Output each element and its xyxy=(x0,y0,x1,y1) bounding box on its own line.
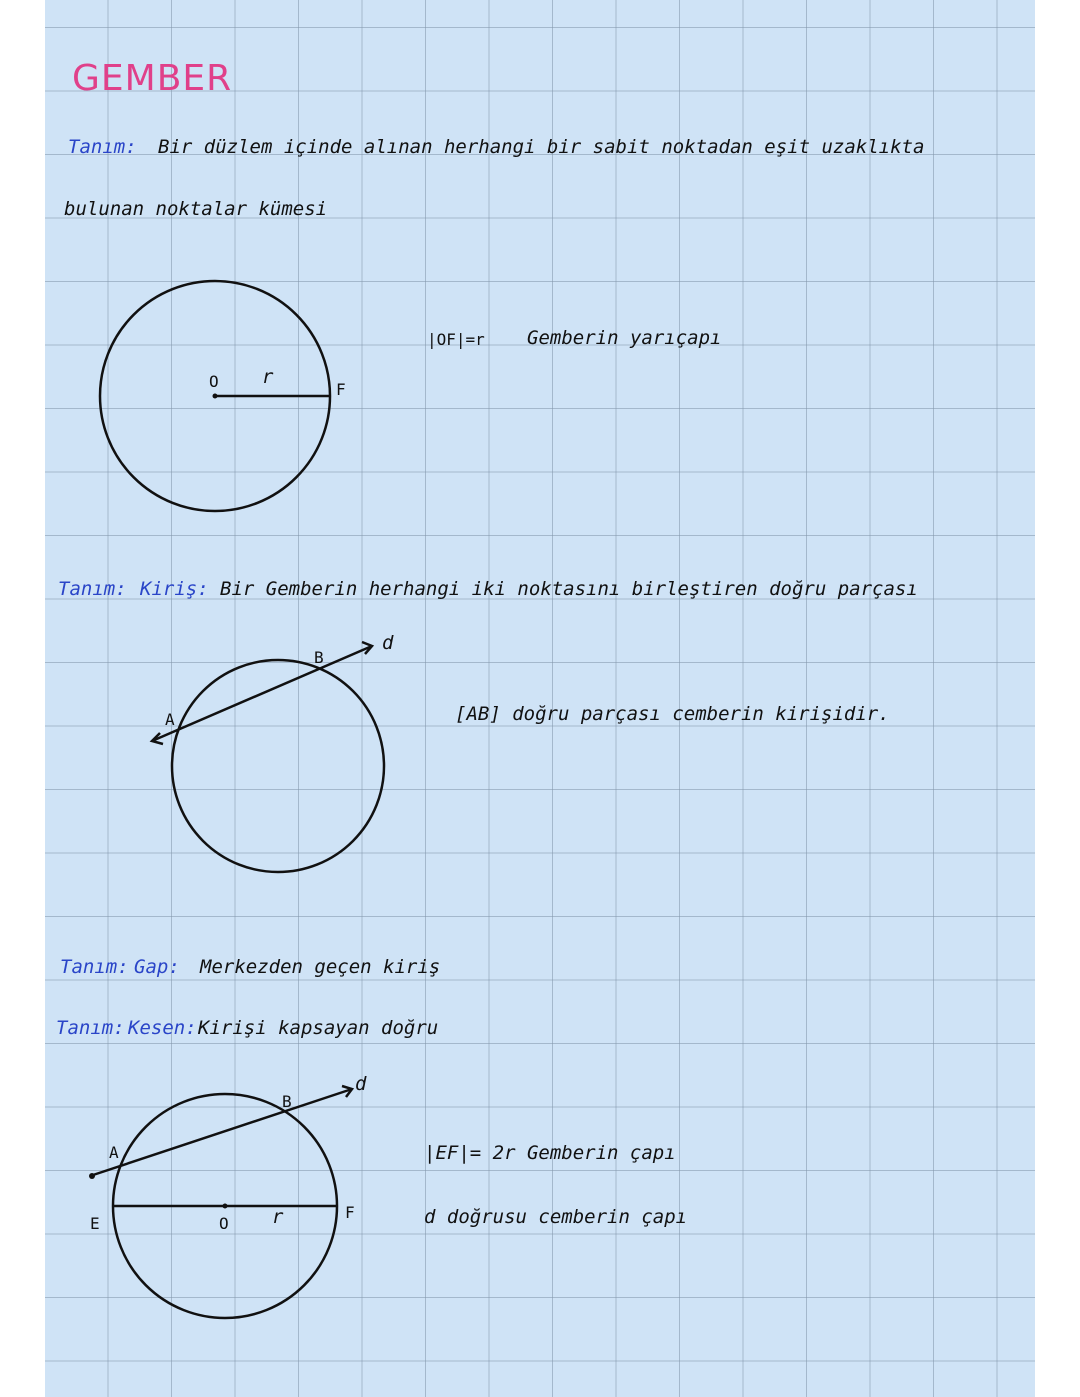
label-b-2: B xyxy=(314,648,324,667)
definition-text-line2: bulunan noktalar kümesi xyxy=(64,198,328,220)
label-e-3: E xyxy=(90,1214,100,1233)
label-r-3: r xyxy=(272,1206,284,1228)
definition-prefix-4: Tanım: xyxy=(56,1017,125,1039)
page-title: GEMBER xyxy=(72,58,233,99)
label-a-2: A xyxy=(165,710,175,729)
definition-text-line1: Bir düzlem içinde alınan herhangi bir sabit noktadan eşit uzaklıkta xyxy=(158,136,925,158)
label-f-3: F xyxy=(345,1203,355,1222)
definition-prefix: Tanım: xyxy=(68,136,137,158)
label-o-3: O xyxy=(219,1214,229,1233)
secant-start-dot xyxy=(89,1173,95,1179)
label-a-3: A xyxy=(109,1143,119,1162)
label-d-2: d xyxy=(382,632,394,654)
definition-text-diameter: Merkezden geçen kiriş xyxy=(200,956,441,978)
definition-term-chord: Kiriş: xyxy=(140,578,209,600)
definition-prefix-3: Tanım: xyxy=(60,956,129,978)
circle-figure-2 xyxy=(172,660,384,872)
label-b-3: B xyxy=(282,1092,292,1111)
label-o: O xyxy=(209,372,219,391)
label-r: r xyxy=(262,366,274,388)
chord-note: [AB] doğru parçası cemberin kirişidir. xyxy=(455,703,890,725)
center-dot xyxy=(213,394,218,399)
secant-line xyxy=(90,1089,352,1176)
center-dot-3 xyxy=(223,1204,228,1209)
radius-note: Gemberin yarıçapı xyxy=(527,327,722,349)
definition-text-secant: Kirişi kapsayan doğru xyxy=(198,1017,439,1039)
label-f: F xyxy=(336,380,346,399)
definition-prefix-2: Tanım: xyxy=(58,578,127,600)
line-note: d doğrusu cemberin çapı xyxy=(424,1206,688,1228)
diameter-note: |EF|= 2r Gemberin çapı xyxy=(424,1142,676,1164)
definition-term-secant: Kesen: xyxy=(128,1017,197,1039)
label-d-3: d xyxy=(355,1073,367,1095)
definition-term-diameter: Gap: xyxy=(134,956,180,978)
radius-equation: |OF|=r xyxy=(427,330,485,349)
definition-text-chord: Bir Gemberin herhangi iki noktasını birleştiren doğru parçası xyxy=(220,578,918,600)
